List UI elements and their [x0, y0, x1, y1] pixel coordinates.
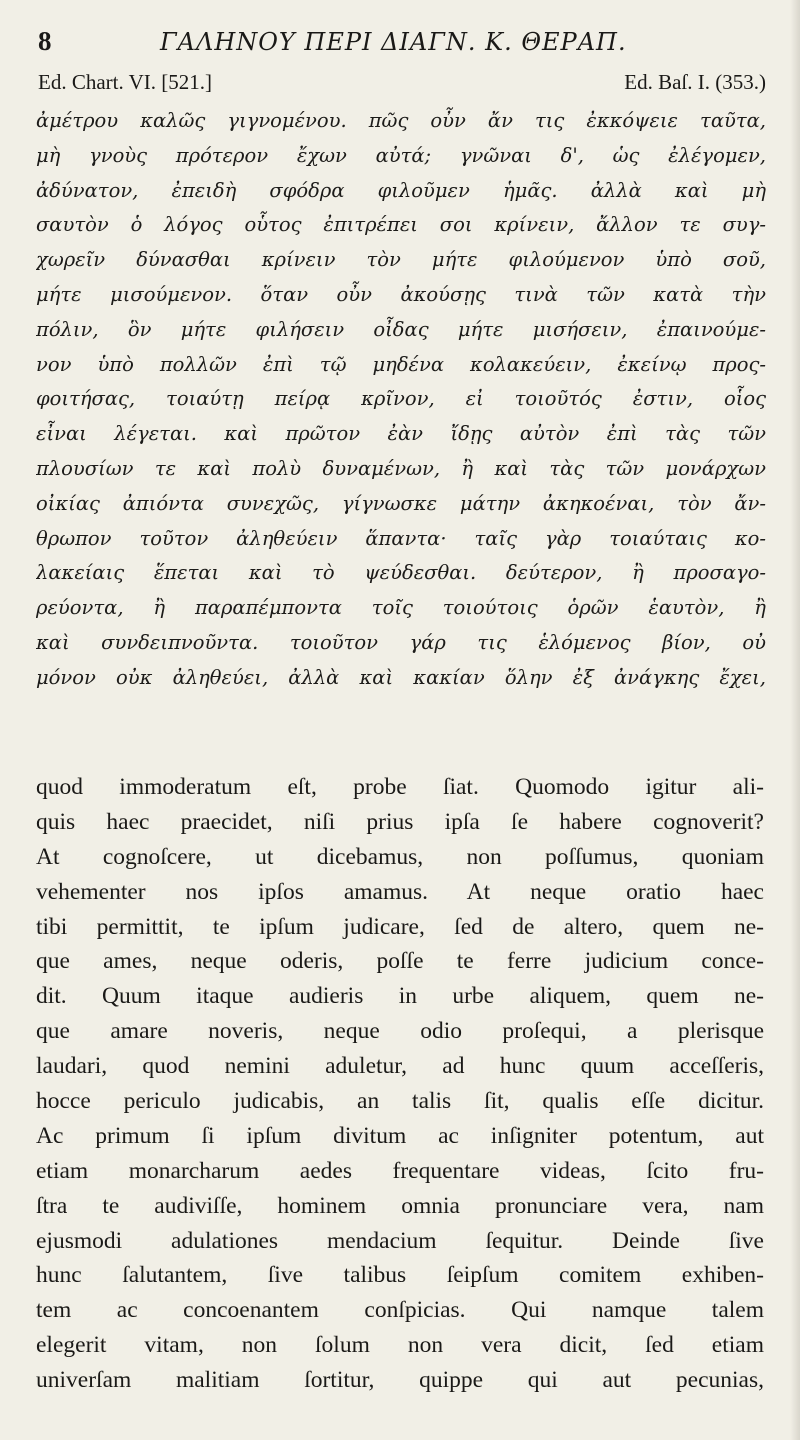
greek-text-line: καὶ συνδειπνοῦντα. τοιοῦτον γάρ τις ἑλόμενος βίον, οὐ: [36, 630, 766, 654]
greek-text-line: σαυτὸν ὁ λόγος οὗτος ἐπιτρέπει σοι κρίνειν, ἄλλον τε συγ-: [36, 213, 766, 237]
page-number: 8: [38, 26, 53, 56]
latin-text-line: univerſam malitiam ſortitur, quippe qui aut pecunias,: [36, 1367, 764, 1394]
greek-text-line: μόνον οὐκ ἀληθεύει, ἀλλὰ καὶ κακίαν ὅλην ἐξ ἀνάγκης ἔχει,: [36, 665, 766, 689]
latin-text-line: Ac primum ſi ipſum divitum ac inſigniter potentum, aut: [36, 1122, 764, 1149]
greek-text-line: μήτε μισούμενον. ὅταν οὖν ἀκούσῃς τινὰ τῶν κατὰ τὴν: [36, 282, 766, 306]
latin-text-line: quis haec praecidet, niſi prius ipſa ſe habere cognoverit?: [36, 808, 764, 835]
latin-text-line: tibi permittit, te ipſum judicare, ſed de altero, quem ne-: [36, 913, 764, 940]
greek-text-line: φοιτήσας, τοιαύτῃ πείρᾳ κρῖνον, εἰ τοιοῦτός ἐστιν, οἷος: [36, 387, 766, 411]
latin-text-line: hunc ſalutantem, ſive talibus ſeipſum comitem exhiben-: [36, 1262, 764, 1289]
latin-text-line: dit. Quum itaque audieris in urbe aliquem, quem ne-: [36, 983, 764, 1010]
latin-text-line: ejusmodi adulationes mendacium ſequitur. Deinde ſive: [36, 1227, 764, 1254]
latin-text-line: tem ac concoenantem conſpicias. Qui namque talem: [36, 1297, 764, 1324]
greek-text-line: πλουσίων τε καὶ πολὺ δυναμένων, ἢ καὶ τὰς τῶν μονάρχων: [36, 456, 766, 480]
edition-reference-line: [38, 70, 766, 100]
greek-text-line: νον ὑπὸ πολλῶν ἐπὶ τῷ μηδένα κολακεύειν, ἐκείνῳ προς-: [36, 352, 766, 376]
latin-text-block: [36, 770, 764, 1398]
page-edge-shadow: [790, 0, 800, 1440]
edition-reference-basel: Ed. Baſ. I. (353.): [624, 70, 766, 94]
greek-text-block: [36, 104, 766, 696]
greek-text-line: ἀμέτρου καλῶς γιγνομένου. πῶς οὖν ἄν τις ἐκκόψειε ταῦτα,: [36, 109, 766, 132]
latin-text-line: ſtra te audiviſſe, hominem omnia pronunciare vera, nam: [36, 1192, 764, 1219]
latin-text-line: laudari, quod nemini aduletur, ad hunc quum acceſſeris,: [36, 1053, 764, 1080]
latin-text-line: vehementer nos ipſos amamus. At neque oratio haec: [36, 878, 764, 905]
greek-text-line: μὴ γνοὺς πρότερον ἔχων αὐτά; γνῶναι δ', ὡς ἐλέγομεν,: [36, 143, 766, 167]
latin-text-line: elegerit vitam, non ſolum non vera dicit, ſed etiam: [36, 1332, 764, 1359]
latin-text-line: quod immoderatum eſt, probe ſiat. Quomodo igitur ali-: [36, 774, 764, 800]
greek-text-line: χωρεῖν δύνασθαι κρίνειν τὸν μήτε φιλούμενον ὑπὸ σοῦ,: [36, 248, 766, 272]
greek-text-line: πόλιν, ὃν μήτε φιλήσειν οἶδας μήτε μισήσειν, ἐπαινούμε-: [36, 317, 766, 341]
greek-text-line: λακείαις ἕπεται καὶ τὸ ψεύδεσθαι. δεύτερον, ἢ προσαγο-: [36, 561, 766, 585]
edition-reference-chartier: Ed. Chart. VI. [521.]: [38, 70, 212, 94]
running-title: ΓΑΛΗΝΟΥ ΠΕΡΙ ΔΙΑΓΝ. Κ. ΘΕΡΑΠ.: [160, 28, 627, 56]
latin-text-line: que amare noveris, neque odio proſequi, a plerisque: [36, 1018, 764, 1045]
greek-text-line: εἶναι λέγεται. καὶ πρῶτον ἐὰν ἴδῃς αὐτὸν ἐπὶ τὰς τῶν: [36, 422, 766, 446]
greek-text-line: θρωπον τοῦτον ἀληθεύειν ἅπαντα· ταῖς γὰρ τοιαύταις κο-: [36, 526, 766, 550]
page-header: [38, 26, 770, 62]
greek-text-line: ἀδύνατον, ἐπειδὴ σφόδρα φιλοῦμεν ἡμᾶς. ἀλλὰ καὶ μὴ: [36, 178, 766, 202]
latin-text-line: At cognoſcere, ut dicebamus, non poſſumus, quoniam: [36, 843, 764, 870]
latin-text-line: que ames, neque oderis, poſſe te ferre judicium conce-: [36, 948, 764, 975]
latin-text-line: etiam monarcharum aedes frequentare videas, ſcito fru-: [36, 1157, 764, 1184]
latin-text-line: hocce periculo judicabis, an talis ſit, qualis eſſe dicitur.: [36, 1088, 764, 1115]
greek-text-line: οἰκίας ἀπιόντα συνεχῶς, γίγνωσκε μάτην ἀκηκοέναι, τὸν ἄν-: [36, 491, 766, 515]
greek-text-line: ρεύοντα, ἢ παραπέμποντα τοῖς τοιούτοις ὁρῶν ἑαυτὸν, ἢ: [36, 596, 766, 620]
